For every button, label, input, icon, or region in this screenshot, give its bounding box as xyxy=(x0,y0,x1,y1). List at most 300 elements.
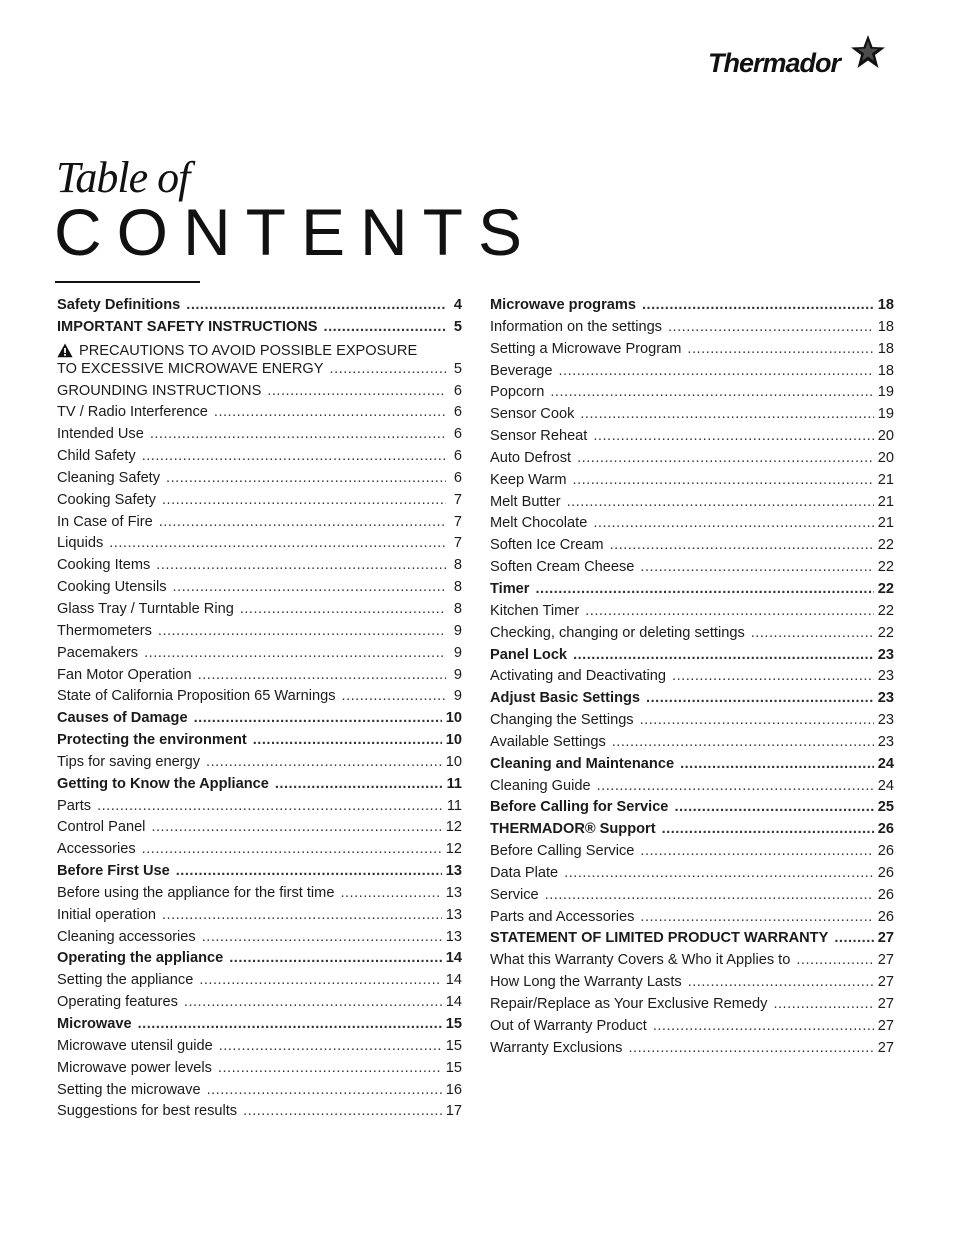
toc-entry-label: Microwave xyxy=(57,1016,132,1032)
toc-entry[interactable] xyxy=(57,1082,462,1104)
toc-page-number: 18 xyxy=(877,318,894,335)
toc-entry[interactable] xyxy=(57,1038,462,1060)
toc-entry-label: Suggestions for best results xyxy=(57,1103,238,1120)
toc-entry[interactable] xyxy=(57,1016,462,1038)
toc-page-number: 17 xyxy=(445,1103,462,1120)
toc-entry-label: Popcorn xyxy=(490,384,545,401)
toc-entry[interactable] xyxy=(490,1018,894,1040)
toc-entry-label: Soften Ice Cream xyxy=(490,537,604,554)
toc-entry[interactable] xyxy=(490,515,894,537)
toc-page-number: 9 xyxy=(453,644,462,661)
toc-page-number: 14 xyxy=(445,994,462,1011)
toc-entry-label: Kitchen Timer xyxy=(490,602,580,619)
toc-entry-label: Before using the appliance for the first time xyxy=(57,884,335,901)
toc-entry[interactable] xyxy=(57,1060,462,1082)
toc-entry-label: Setting the microwave xyxy=(57,1081,201,1098)
toc-page-number: 20 xyxy=(877,428,894,445)
toc-entry-label: Child Safety xyxy=(57,448,136,465)
toc-leader-dots xyxy=(176,863,442,879)
toc-page-number: 26 xyxy=(877,864,894,881)
toc-leader-dots xyxy=(330,361,446,377)
toc-leader-dots xyxy=(573,472,874,488)
toc-leader-dots xyxy=(773,996,873,1012)
toc-leader-dots xyxy=(340,885,441,901)
toc-page-number: 13 xyxy=(445,863,462,880)
toc-leader-dots xyxy=(593,515,873,531)
toc-page-number: 22 xyxy=(877,537,894,554)
toc-entry-label: Before First Use xyxy=(57,863,170,880)
toc-page-number: 21 xyxy=(877,471,894,488)
toc-leader-dots xyxy=(229,950,442,966)
toc-entry[interactable] xyxy=(490,647,894,669)
toc-leader-dots xyxy=(173,579,446,595)
toc-page-number: 26 xyxy=(877,886,894,903)
toc-entry[interactable] xyxy=(57,426,462,448)
toc-page-number: 26 xyxy=(877,821,894,838)
toc-entry-label: Protecting the environment xyxy=(57,732,247,749)
toc-leader-dots xyxy=(674,799,873,815)
toc-leader-dots xyxy=(198,667,446,683)
toc-entry[interactable] xyxy=(490,690,894,712)
toc-page-number: 16 xyxy=(445,1081,462,1098)
toc-page-number: 14 xyxy=(445,972,462,989)
toc-entry[interactable] xyxy=(57,383,462,405)
toc-leader-dots xyxy=(253,732,442,748)
toc-page-number: 12 xyxy=(445,841,462,858)
toc-leader-dots xyxy=(558,363,873,379)
toc-entry[interactable] xyxy=(57,535,462,557)
toc-page-number: 6 xyxy=(453,448,462,465)
toc-leader-dots xyxy=(751,625,874,641)
toc-entry-label: Parts and Accessories xyxy=(490,908,635,925)
toc-entry-line xyxy=(57,341,462,361)
toc-entry-label: How Long the Warranty Lasts xyxy=(490,974,682,991)
toc-entry-label: Cooking Utensils xyxy=(57,579,167,596)
toc-page-number: 5 xyxy=(453,318,462,335)
toc-entry[interactable] xyxy=(57,732,462,754)
toc-page-number: 27 xyxy=(877,1039,894,1056)
toc-page-number: 8 xyxy=(453,557,462,574)
toc-leader-dots xyxy=(640,843,873,859)
toc-leader-dots xyxy=(162,907,442,923)
toc-page-number: 19 xyxy=(877,384,894,401)
title-rule xyxy=(55,281,200,283)
toc-entry[interactable] xyxy=(490,406,894,428)
toc-entry[interactable] xyxy=(57,492,462,514)
toc-page-number: 8 xyxy=(453,600,462,617)
toc-entry-label: Sensor Reheat xyxy=(490,428,588,445)
toc-leader-dots xyxy=(535,581,873,597)
toc-page-number: 21 xyxy=(877,515,894,532)
toc-entry[interactable] xyxy=(490,1040,894,1062)
toc-page-number: 22 xyxy=(877,580,894,597)
toc-leader-dots xyxy=(688,974,874,990)
toc-entry-label: Tips for saving energy xyxy=(57,753,201,770)
toc-page-number: 27 xyxy=(877,930,894,947)
toc-page-number: 23 xyxy=(877,690,894,707)
toc-entry-label: Cleaning accessories xyxy=(57,928,196,945)
toc-leader-dots xyxy=(199,972,441,988)
toc-entry-label: Available Settings xyxy=(490,733,606,750)
toc-entry[interactable] xyxy=(490,363,894,385)
toc-entry-label: Glass Tray / Turntable Ring xyxy=(57,600,234,617)
toc-entry[interactable] xyxy=(490,319,894,341)
toc-entry[interactable] xyxy=(490,472,894,494)
toc-entry-label: Before Calling for Service xyxy=(490,799,669,816)
toc-entry-label: Initial operation xyxy=(57,906,156,923)
toc-entry[interactable] xyxy=(57,341,462,383)
toc-entry[interactable] xyxy=(57,319,462,341)
toc-page-number: 15 xyxy=(445,1016,462,1032)
toc-entry-label: Checking, changing or deleting settings xyxy=(490,624,745,641)
toc-entry-label: Sensor Cook xyxy=(490,406,575,423)
toc-entry[interactable] xyxy=(490,450,894,472)
toc-entry[interactable] xyxy=(57,994,462,1016)
toc-page-number: 13 xyxy=(445,928,462,945)
toc-entry[interactable] xyxy=(490,996,894,1018)
toc-page-number: 22 xyxy=(877,602,894,619)
toc-entry-label: Soften Cream Cheese xyxy=(490,559,635,576)
toc-entry-label: Intended Use xyxy=(57,426,144,443)
toc-entry-label: Control Panel xyxy=(57,819,146,836)
toc-page-number: 23 xyxy=(877,646,894,663)
toc-leader-dots xyxy=(151,819,441,835)
toc-leader-dots xyxy=(653,1018,874,1034)
toc-entry-label: Cleaning Guide xyxy=(490,777,591,794)
toc-leader-dots xyxy=(646,690,874,706)
toc-page-number: 7 xyxy=(453,513,462,530)
toc-leader-dots xyxy=(158,623,446,639)
toc-entry[interactable] xyxy=(490,865,894,887)
toc-entry[interactable] xyxy=(57,798,462,820)
toc-entry-label: Fan Motor Operation xyxy=(57,666,192,683)
toc-entry[interactable] xyxy=(57,448,462,470)
toc-entry[interactable] xyxy=(57,1103,462,1125)
toc-page-number: 27 xyxy=(877,996,894,1012)
toc-page-number: 25 xyxy=(877,799,894,816)
toc-leader-dots xyxy=(267,383,446,399)
toc-leader-dots xyxy=(628,1040,873,1056)
toc-leader-dots xyxy=(97,798,443,814)
toc-entry-label: STATEMENT OF LIMITED PRODUCT WARRANTY xyxy=(490,930,829,947)
toc-page-number: 18 xyxy=(877,297,894,313)
toc-entry[interactable] xyxy=(57,863,462,885)
toc-entry[interactable] xyxy=(490,668,894,690)
toc-entry[interactable] xyxy=(490,909,894,931)
toc-entry[interactable] xyxy=(57,623,462,645)
toc-entry-label: Keep Warm xyxy=(490,471,567,488)
toc-entry[interactable] xyxy=(57,929,462,951)
toc-page-number: 21 xyxy=(877,493,894,510)
toc-leader-dots xyxy=(834,930,873,946)
toc-entry[interactable] xyxy=(490,341,894,363)
toc-entry[interactable] xyxy=(490,821,894,843)
toc-leader-dots xyxy=(585,603,874,619)
toc-entry-label: Information on the settings xyxy=(490,318,662,335)
toc-entry[interactable] xyxy=(57,885,462,907)
toc-entry-label: Activating and Deactivating xyxy=(490,668,667,685)
toc-leader-dots xyxy=(640,909,873,925)
toc-entry-label: Operating features xyxy=(57,994,178,1011)
toc-entry-label: Changing the Settings xyxy=(490,712,634,729)
toc-entry[interactable] xyxy=(57,776,462,798)
toc-entry-label: Microwave programs xyxy=(490,297,636,313)
toc-leader-dots xyxy=(275,776,443,792)
toc-entry-label: Repair/Replace as Your Exclusive Remedy xyxy=(490,996,768,1012)
toc-entry[interactable] xyxy=(490,537,894,559)
toc-leader-dots xyxy=(668,319,874,335)
toc-entry-label: Accessories xyxy=(57,841,136,858)
toc-entry-label: Parts xyxy=(57,797,92,814)
toc-leader-dots xyxy=(577,450,874,466)
toc-entry[interactable] xyxy=(57,579,462,601)
toc-page-number: 11 xyxy=(446,797,462,814)
toc-entry[interactable] xyxy=(490,297,894,319)
toc-entry-label: Setting the appliance xyxy=(57,972,194,989)
toc-page-number: 6 xyxy=(453,426,462,443)
toc-entry[interactable] xyxy=(57,841,462,863)
toc-page-number: 26 xyxy=(877,908,894,925)
toc-page-number: 10 xyxy=(445,710,462,727)
toc-entry-label: Setting a Microwave Program xyxy=(490,340,682,357)
toc-leader-dots xyxy=(580,406,873,422)
toc-entry[interactable] xyxy=(490,778,894,800)
toc-entry[interactable] xyxy=(57,667,462,689)
toc-page-number: 10 xyxy=(445,732,462,749)
toc-entry-label: Microwave power levels xyxy=(57,1059,212,1076)
toc-leader-dots xyxy=(162,492,446,508)
toc-leader-dots xyxy=(144,645,446,661)
toc-leader-dots xyxy=(184,994,442,1010)
toc-entry[interactable] xyxy=(490,887,894,909)
toc-entry[interactable] xyxy=(57,688,462,710)
toc-leader-dots xyxy=(207,1082,442,1098)
toc-leader-dots xyxy=(564,865,874,881)
toc-entry-label: Melt Butter xyxy=(490,493,561,510)
warning-triangle-icon xyxy=(57,343,73,358)
toc-leader-dots xyxy=(159,514,446,530)
toc-leader-dots xyxy=(156,557,446,573)
toc-entry-label: Microwave utensil guide xyxy=(57,1037,213,1054)
toc-entry[interactable] xyxy=(490,712,894,734)
toc-entry[interactable] xyxy=(490,384,894,406)
toc-leader-dots xyxy=(142,841,442,857)
toc-page-number: 14 xyxy=(445,950,462,967)
toc-entry[interactable] xyxy=(57,645,462,667)
toc-page-number: 24 xyxy=(877,755,894,772)
toc-page-number: 23 xyxy=(877,733,894,750)
toc-entry-label: IMPORTANT SAFETY INSTRUCTIONS xyxy=(57,318,318,335)
toc-leader-dots xyxy=(662,821,874,837)
toc-entry[interactable] xyxy=(490,603,894,625)
toc-entry[interactable] xyxy=(57,514,462,536)
toc-leader-dots xyxy=(202,929,442,945)
toc-entry-label: State of California Proposition 65 Warnings xyxy=(57,688,336,705)
toc-leader-dots xyxy=(342,688,446,704)
toc-page-number: 18 xyxy=(877,340,894,357)
toc-entry[interactable] xyxy=(490,974,894,996)
toc-entry-label: Warranty Exclusions xyxy=(490,1039,623,1056)
toc-entry-label: In Case of Fire xyxy=(57,513,153,530)
toc-leader-dots xyxy=(640,712,874,728)
toc-page-number: 7 xyxy=(453,535,462,552)
toc-page-number: 22 xyxy=(877,559,894,576)
toc-entry-label: Timer xyxy=(490,580,530,597)
toc-entry-label: Adjust Basic Settings xyxy=(490,690,641,707)
toc-entry-label: Thermometers xyxy=(57,622,152,639)
toc-leader-dots xyxy=(150,426,446,442)
toc-leader-dots xyxy=(186,297,446,313)
toc-leader-dots xyxy=(593,428,873,444)
toc-entry[interactable] xyxy=(490,734,894,756)
toc-entry[interactable] xyxy=(57,710,462,732)
toc-leader-dots xyxy=(640,559,873,575)
toc-entry[interactable] xyxy=(57,297,462,319)
toc-page-number: 18 xyxy=(877,362,894,379)
title-contents: CONTENTS xyxy=(54,195,537,269)
toc-leader-dots xyxy=(550,384,873,400)
toc-leader-dots xyxy=(214,404,446,420)
toc-leader-dots xyxy=(610,537,874,553)
toc-entry[interactable] xyxy=(57,404,462,426)
toc-entry-label: What this Warranty Covers & Who it Applies to xyxy=(490,952,791,969)
toc-entry[interactable] xyxy=(490,494,894,516)
toc-entry-label: Before Calling Service xyxy=(490,843,635,860)
toc-entry-label: Cooking Safety xyxy=(57,491,156,508)
title-table-of: Table of xyxy=(56,153,190,202)
toc-entry[interactable] xyxy=(490,625,894,647)
toc-entry-label: Pacemakers xyxy=(57,644,139,661)
toc-page-number: 11 xyxy=(446,775,462,792)
toc-entry-label: Out of Warranty Product xyxy=(490,1017,647,1034)
toc-leader-dots xyxy=(597,778,874,794)
toc-entry[interactable] xyxy=(490,756,894,778)
toc-entry-label: Liquids xyxy=(57,535,104,552)
toc-entry-label: GROUNDING INSTRUCTIONS xyxy=(57,382,262,399)
toc-entry-label: Panel Lock xyxy=(490,646,568,663)
toc-entry[interactable] xyxy=(490,843,894,865)
toc-entry-label: Data Plate xyxy=(490,864,559,881)
toc-page-number: 6 xyxy=(453,382,462,399)
toc-entry-label: Safety Definitions xyxy=(57,297,181,313)
toc-page-number: 7 xyxy=(453,491,462,508)
toc-leader-dots xyxy=(218,1060,442,1076)
toc-page-number: 13 xyxy=(445,906,462,923)
toc-page-number: 10 xyxy=(445,753,462,770)
toc-leader-dots xyxy=(612,734,874,750)
toc-leader-dots xyxy=(240,601,446,617)
toc-leader-dots xyxy=(142,448,446,464)
toc-entry-label: TO EXCESSIVE MICROWAVE ENERGY xyxy=(57,360,324,377)
toc-leader-dots xyxy=(109,535,446,551)
toc-entry-label: Auto Defrost xyxy=(490,449,572,466)
toc-leader-dots xyxy=(138,1016,442,1032)
toc-entry-label: Melt Chocolate xyxy=(490,515,588,532)
toc-leader-dots xyxy=(166,470,446,486)
toc-page-number: 15 xyxy=(445,1037,462,1054)
toc-page-number: 23 xyxy=(877,712,894,729)
brand-logo xyxy=(708,34,886,82)
toc-page-number: 27 xyxy=(877,952,894,969)
toc-entry[interactable] xyxy=(57,950,462,972)
toc-leader-dots xyxy=(796,952,873,968)
toc-page-number: 4 xyxy=(453,297,462,313)
toc-entry-label: Cooking Items xyxy=(57,557,151,574)
toc-entry-label: PRECAUTIONS TO AVOID POSSIBLE EXPOSURE xyxy=(79,342,418,359)
toc-left-column xyxy=(57,297,462,1125)
toc-leader-dots xyxy=(219,1038,442,1054)
toc-leader-dots xyxy=(194,710,442,726)
toc-page-number: 8 xyxy=(453,579,462,596)
toc-entry[interactable] xyxy=(490,581,894,603)
toc-page-number: 26 xyxy=(877,843,894,860)
toc-page-number: 9 xyxy=(453,688,462,705)
toc-entry[interactable] xyxy=(490,799,894,821)
toc-entry[interactable] xyxy=(57,754,462,776)
toc-entry[interactable] xyxy=(57,557,462,579)
toc-entry[interactable] xyxy=(57,819,462,841)
toc-leader-dots xyxy=(545,887,874,903)
toc-entry-label: Cleaning Safety xyxy=(57,469,161,486)
toc-entry-label: TV / Radio Interference xyxy=(57,404,208,421)
toc-entry[interactable] xyxy=(57,470,462,492)
toc-page-number: 5 xyxy=(453,360,462,377)
toc-leader-dots xyxy=(324,319,446,335)
toc-leader-dots xyxy=(680,756,874,772)
toc-page-number: 9 xyxy=(453,666,462,683)
toc-page-number: 6 xyxy=(453,469,462,486)
toc-page-number: 9 xyxy=(453,622,462,639)
toc-entry-label: THERMADOR® Support xyxy=(490,821,656,838)
toc-entry[interactable] xyxy=(57,907,462,929)
toc-page-number: 22 xyxy=(877,624,894,641)
toc-entry[interactable] xyxy=(490,559,894,581)
toc-entry[interactable] xyxy=(490,930,894,952)
toc-leader-dots xyxy=(642,297,874,313)
toc-entry-label: Causes of Damage xyxy=(57,710,188,727)
toc-page-number: 13 xyxy=(445,884,462,901)
toc-page-number: 6 xyxy=(453,404,462,421)
toc-entry[interactable] xyxy=(57,972,462,994)
toc-leader-dots xyxy=(573,647,874,663)
toc-page-number: 19 xyxy=(877,406,894,423)
toc-page-number: 20 xyxy=(877,449,894,466)
toc-entry[interactable] xyxy=(490,428,894,450)
toc-entry-label: Operating the appliance xyxy=(57,950,224,967)
toc-leader-dots xyxy=(672,668,874,684)
toc-leader-dots xyxy=(206,754,442,770)
toc-entry-label: Cleaning and Maintenance xyxy=(490,755,675,772)
toc-entry[interactable] xyxy=(57,601,462,623)
toc-entry-label: Getting to Know the Appliance xyxy=(57,775,269,792)
toc-entry-label: Beverage xyxy=(490,362,553,379)
toc-entry-label: Service xyxy=(490,886,539,903)
toc-leader-dots xyxy=(243,1103,442,1119)
toc-entry-line xyxy=(57,361,462,383)
toc-leader-dots xyxy=(687,341,873,357)
toc-page-number: 23 xyxy=(877,668,894,685)
brand-logo-text: Thermador xyxy=(708,48,841,78)
toc-page-number: 24 xyxy=(877,777,894,794)
toc-entry[interactable] xyxy=(490,952,894,974)
toc-page-number: 27 xyxy=(877,1017,894,1034)
star-icon xyxy=(850,34,886,70)
toc-page-number: 27 xyxy=(877,974,894,991)
toc-page-number: 15 xyxy=(445,1059,462,1076)
toc-page-number: 12 xyxy=(445,819,462,836)
toc-right-column xyxy=(490,297,894,1062)
toc-leader-dots xyxy=(567,494,874,510)
